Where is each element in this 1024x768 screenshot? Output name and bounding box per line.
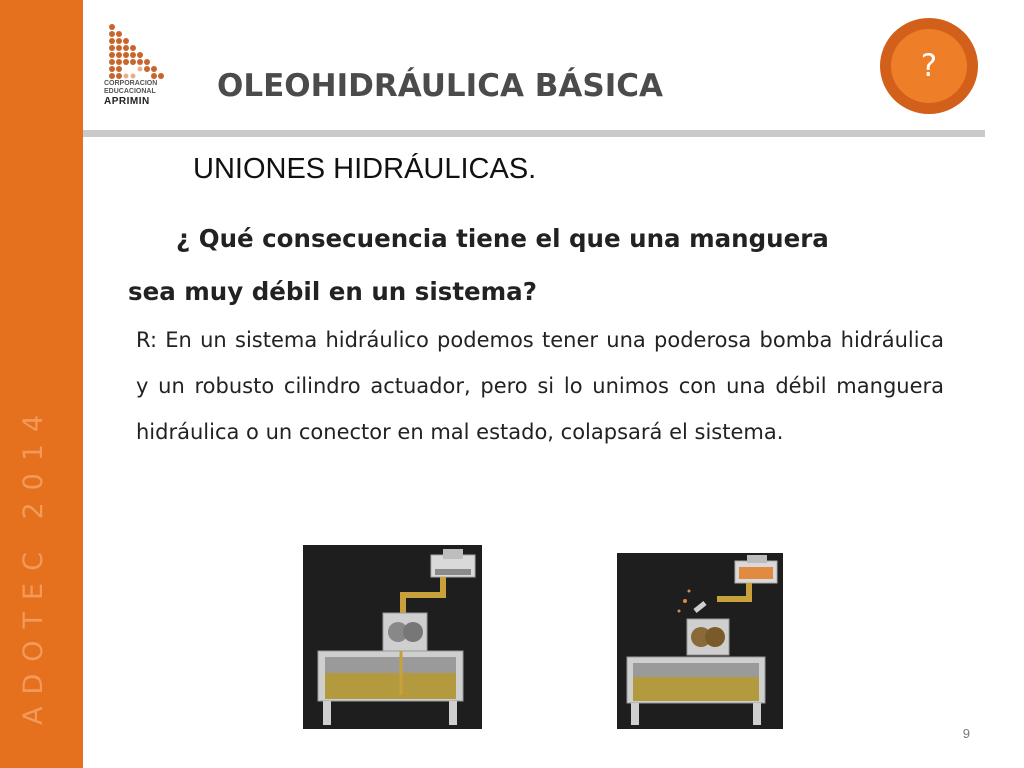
question-text	[128, 212, 948, 318]
help-badge[interactable]	[880, 18, 978, 114]
header-divider	[83, 130, 985, 137]
logo-line2: EDUCACIONAL	[104, 88, 156, 95]
logo-mark-icon	[104, 22, 174, 80]
logo-text	[104, 80, 174, 108]
question-line-2: sea muy débil en un sistema?	[128, 277, 537, 306]
hydraulic-system-intact-image	[303, 545, 482, 729]
page-number: 9	[962, 726, 970, 741]
question-line-1: ¿ Qué consecuencia tiene el que una manguera	[176, 224, 829, 253]
sidebar-vertical-text: ADOTEC 2014	[18, 402, 49, 725]
logo-brand: APRIMIN	[104, 96, 150, 107]
section-title: UNIONES HIDRÁULICAS.	[193, 153, 537, 185]
answer-text: R: En un sistema hidráulico podemos tener una poderosa bomba hidráulica y un robusto cilindro actuador, pero si lo unimos con una débil manguera hidráulica o un conector en mal estado, colapsará el sistema.	[136, 328, 944, 444]
question-mark-icon: ?	[891, 29, 967, 103]
logo	[104, 22, 174, 122]
sidebar-bar	[0, 0, 83, 768]
page-title: OLEOHIDRÁULICA BÁSICA	[217, 68, 663, 104]
hydraulic-system-failed-image	[617, 553, 783, 729]
logo-line1: CORPORACION	[104, 80, 158, 87]
